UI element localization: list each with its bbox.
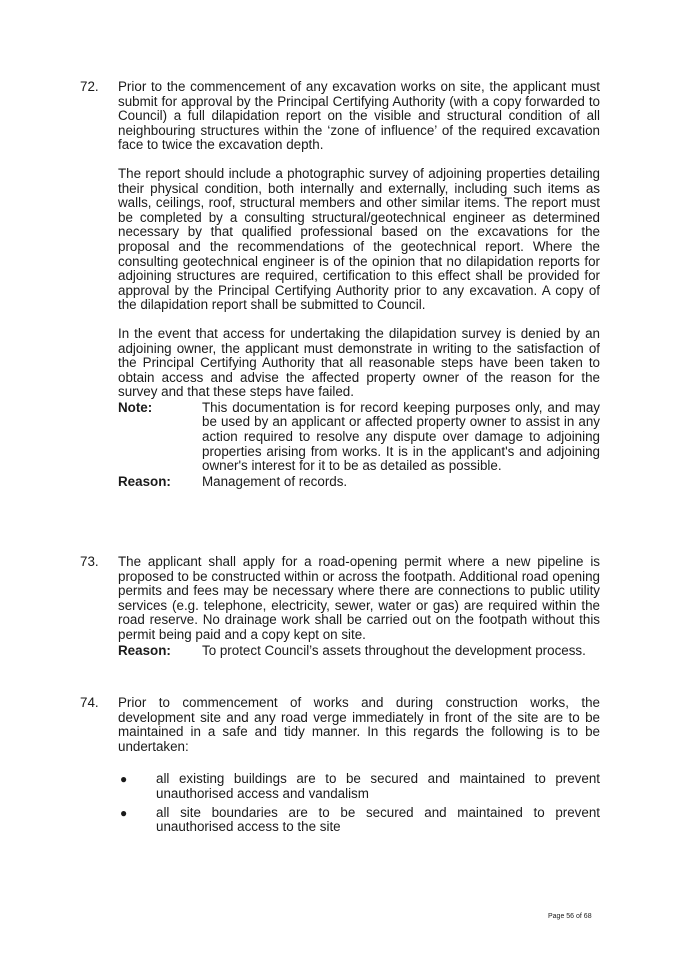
- bullet-text: all site boundaries are to be secured and maintained to prevent unauthorised access to the site: [156, 804, 600, 835]
- bullet-text: all existing buildings are to be secured and maintained to prevent unauthorised access and vandalism: [156, 771, 600, 801]
- condition-body: [118, 80, 600, 489]
- condition-body: [118, 555, 600, 658]
- condition-paragraph: The applicant shall apply for a road-opening permit where a new pipeline is proposed to be constructed within or across the footpath. Additional road opening permits and fees may be necessary where there are connections to public utility services (e.g. telephone, electricity, sewer, water or gas) are required within the road reserve. No drainage work shall be carried out on the footpath without this permit being paid and a copy kept on site.: [118, 554, 600, 642]
- bullet-icon: ●: [120, 772, 128, 787]
- reason-text: Management of records.: [202, 473, 348, 489]
- condition-number: 72.: [80, 79, 99, 94]
- reason-row: [118, 644, 600, 659]
- condition-number: 74.: [80, 695, 99, 710]
- bullet-item: [118, 806, 600, 835]
- note-label: Note:: [118, 399, 153, 415]
- condition-number: 73.: [80, 554, 99, 569]
- page-number: Page 56 of 68: [548, 913, 592, 920]
- condition-72: [80, 80, 602, 489]
- bullet-icon: ●: [120, 805, 128, 820]
- reason-label: Reason:: [118, 642, 171, 658]
- reason-text: To protect Council’s assets throughout the development process.: [202, 642, 586, 658]
- reason-label: Reason:: [118, 473, 171, 489]
- bullet-list: [118, 772, 600, 834]
- condition-74: [80, 696, 602, 839]
- reason-row: [118, 475, 600, 490]
- condition-73: [80, 555, 602, 658]
- condition-body: [118, 696, 600, 835]
- condition-paragraph: In the event that access for undertaking the dilapidation survey is denied by an adjoining owner, the applicant must demonstrate in writing to the satisfaction of the Principal Certifying Authority that all reasonable steps have been taken to obtain access and advise the affected property owner of the reason for the survey and that these steps have failed.: [118, 325, 600, 400]
- condition-paragraph: Prior to the commencement of any excavation works on site, the applicant must submit for approval by the Principal Certifying Authority (with a copy forwarded to Council) a full dilapidation report on the visible and structural condition of all neighbouring structures within the ‘zone of influence’ of the required excavation face to twice the excavation depth.: [118, 79, 600, 153]
- bullet-item: [118, 772, 600, 801]
- note-text: This documentation is for record keeping purposes only, and may be used by an applicant or affected property owner to assist in any action required to resolve any dispute over damage to adjoining properties arising from works. It is in the applicant's and adjoining owner's interest for it to be as detailed as possible.: [202, 399, 600, 474]
- note-row: [118, 401, 600, 474]
- condition-paragraph: The report should include a photographic survey of adjoining properties detailing their physical condition, both internally and externally, including such items as walls, ceilings, roof, structural members and other similar items. The report must be completed by a consulting structural/geotechnical engineer as determined necessary by that qualified professional based on the excavations for the proposal and the recommendations of the geotechnical report. Where the consulting geotechnical engineer is of the opinion that no dilapidation reports for adjoining structures are required, certification to this effect shall be provided for approval by the Principal Certifying Authority prior to any excavation. A copy of the dilapidation report shall be submitted to Council.: [118, 165, 600, 313]
- condition-paragraph: Prior to commencement of works and during construction works, the development site and any road verge immediately in front of the site are to be maintained in a safe and tidy manner. In this regards the following is to be undertaken:: [118, 695, 600, 754]
